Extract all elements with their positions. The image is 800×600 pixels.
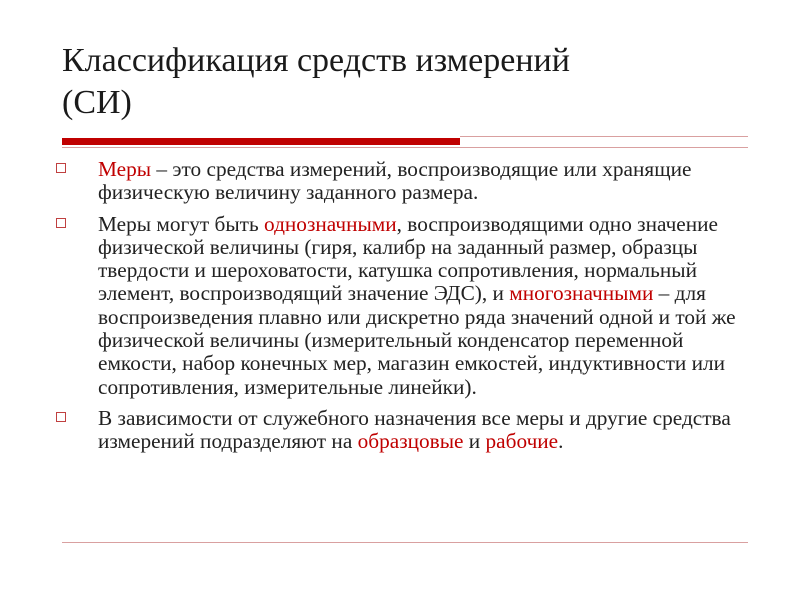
- bullet-text-part: , воспроизводящими одно значение физической величины (гиря, калибр на заданный размер, образцы твердости и шероховатости, катушка сопротивления, нормальный элемент, воспроизводящий значение ЭДС), и: [98, 211, 718, 306]
- bullet-item-measures-definition: [54, 158, 754, 205]
- bullet-text-part: – для воспроизведения плавно или дискретно ряда значений одной и той же физической величины (измерительный конденсатор переменной емкости, набор конечных мер, магазин емкостей, индуктивности или сопротивления, измерительные линейки).: [98, 281, 736, 399]
- term-reference: образцовые: [357, 429, 464, 454]
- title-divider-thin: [460, 136, 748, 137]
- title-underline-thin: [62, 147, 748, 148]
- bullet-text-part: – это средства измерений, воспроизводящие или хранящие физическую величину заданного размера.: [98, 157, 692, 205]
- bullet-item-service-purpose: [54, 407, 754, 454]
- slide-title-line-2: (СИ): [62, 84, 132, 121]
- bullet-text: [98, 157, 691, 204]
- square-bullet-icon: [56, 163, 66, 173]
- square-bullet-icon: [56, 412, 66, 422]
- bullet-text-part: .: [558, 429, 564, 454]
- title-accent-bar: [62, 138, 460, 145]
- term-measures: Меры: [98, 157, 152, 181]
- bullet-item-measure-types: [54, 213, 754, 399]
- term-multi-valued: многозначными: [509, 281, 654, 306]
- bullet-list: [54, 158, 754, 462]
- slide-title-line-1: Классификация средств измерений: [62, 42, 570, 79]
- bullet-text-part: и: [463, 429, 486, 454]
- term-working: рабочие: [485, 429, 559, 454]
- bullet-text: [98, 406, 731, 453]
- bottom-divider: [62, 542, 748, 543]
- bullet-text: [98, 212, 736, 399]
- bullet-text-part: В зависимости от служебного назначения все меры и другие средства измерений подразделяют на: [98, 405, 731, 454]
- slide-title: [62, 40, 752, 124]
- term-single-valued: однозначными: [264, 211, 397, 236]
- bullet-text-part: Меры могут быть: [98, 211, 265, 236]
- square-bullet-icon: [56, 218, 66, 228]
